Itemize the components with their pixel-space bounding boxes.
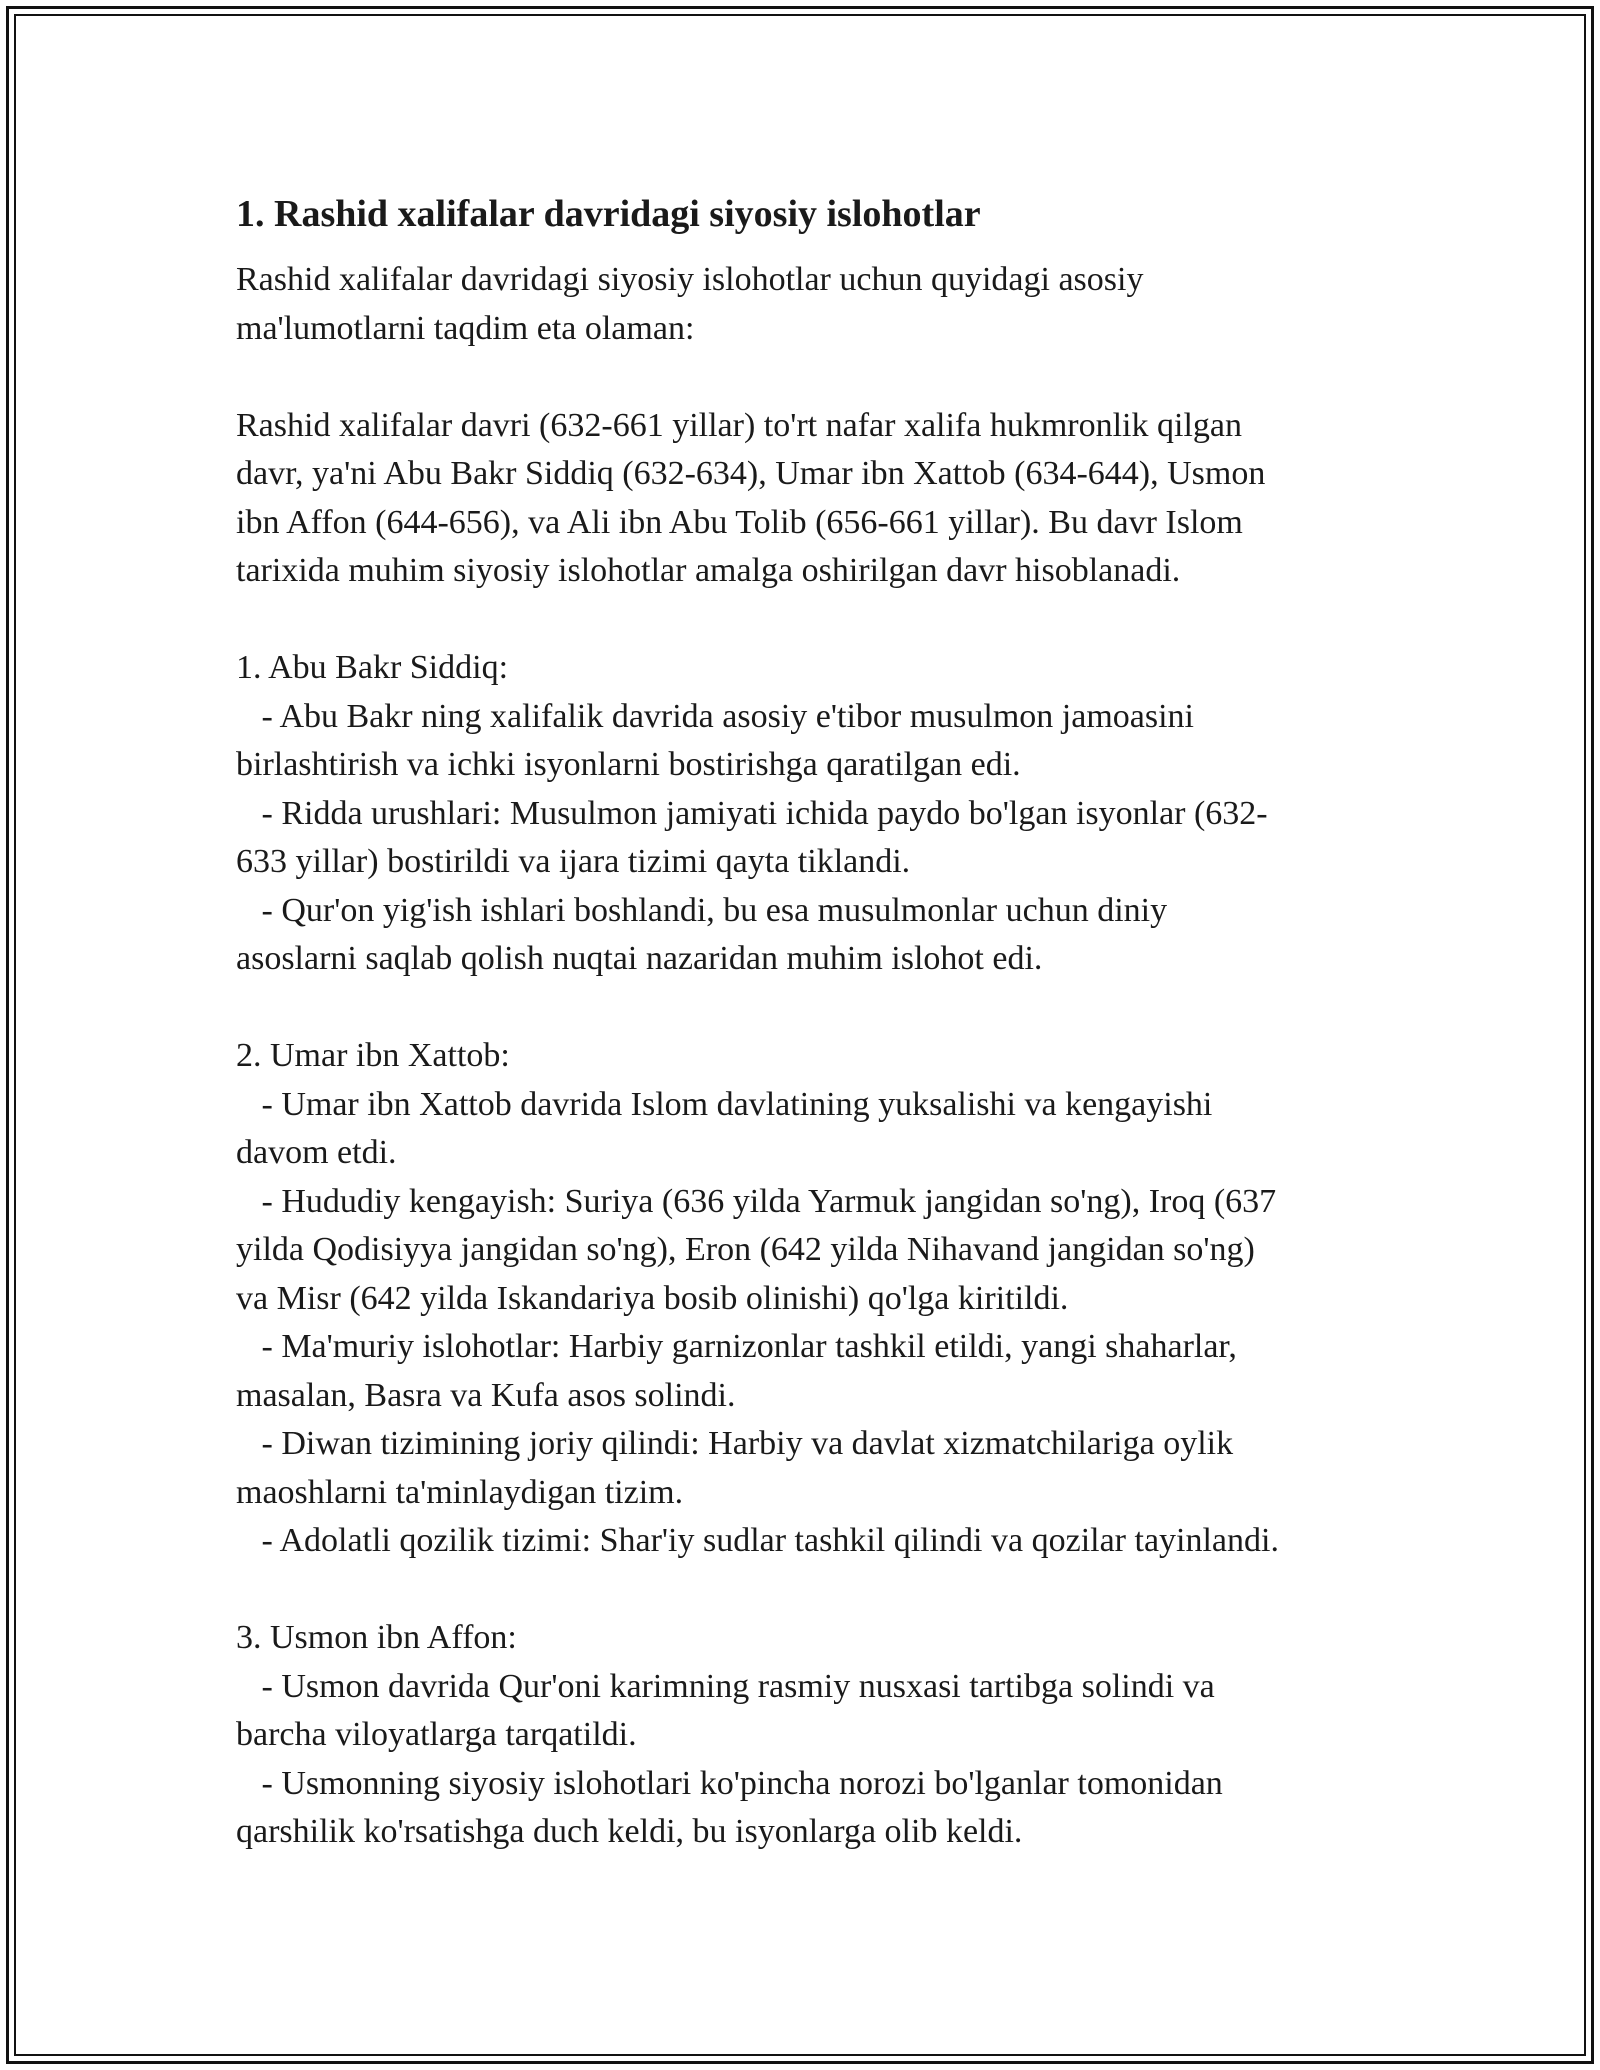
section-heading: 1. Rashid xalifalar davridagi siyosiy islohotlar (236, 193, 981, 235)
section-body-text: Rashid xalifalar davridagi siyosiy islohotlar uchun quyidagi asosiy ma'lumotlarni taqdim eta olaman: Rashid xalifalar davri (632-661 yillar) to'rt nafar xalifa hukmronlik qilgan davr, ya'ni Abu Bakr Siddiq (632-634), Umar ibn Xattob (634-644), Usmon ibn Affon (644-656), va Ali ibn Abu Tolib (656-661 yillar). Bu davr Islom tarixida muhim siyosiy islohotlar amalga oshirilgan davr hisoblanadi. 1. Abu Bakr Siddiq: - Abu Bakr ning xalifalik davrida asosiy e'tibor musulmon jamoasini birlashtirish va ichki isyonlarni bostirishga qaratilgan edi. - Ridda urushlari: Musulmon jamiyati ichida paydo bo'lgan isyonlar (632- 633 yillar) bostirildi va ijara tizimi qayta tiklandi. - Qur'on yig'ish ishlari boshlandi, bu esa musulmonlar uchun diniy asoslarni saqlab qolish nuqtai nazaridan muhim islohot edi. 2. Umar ibn Xattob: - Umar ibn Xattob davrida Islom davlatining yuksalishi va kengayishi davom etdi. - Hududiy kengayish: Suriya (636 yilda Yarmuk jangidan so'ng), Iroq (637 yilda Qodisiyya jangidan so'ng), Eron (642 yilda Nihavand jangidan so'ng) va Misr (642 yilda Iskandariya bosib olinishi) qo'lga kiritildi. - Ma'muriy islohotlar: Harbiy garnizonlar tashkil etildi, yangi shaharlar, masalan, Basra va Kufa asos solindi. - Diwan tizimining joriy qilindi: Harbiy va davlat xizmatchilariga oylik maoshlarni ta'minlaydigan tizim. - Adolatli qozilik tizimi: Shar'iy sudlar tashkil qilindi va qozilar tayinlandi. 3. Usmon ibn Affon: - Usmon davrida Qur'oni karimning rasmiy nusxasi tartibga solindi va barcha viloyatlarga tarqatildi. - Usmonning siyosiy islohotlari ko'pincha norozi bo'lganlar tomonidan qarshilik ko'rsatishga duch keldi, bu isyonlarga olib keldi. (236, 261, 1279, 1850)
document-content (236, 186, 1396, 1857)
